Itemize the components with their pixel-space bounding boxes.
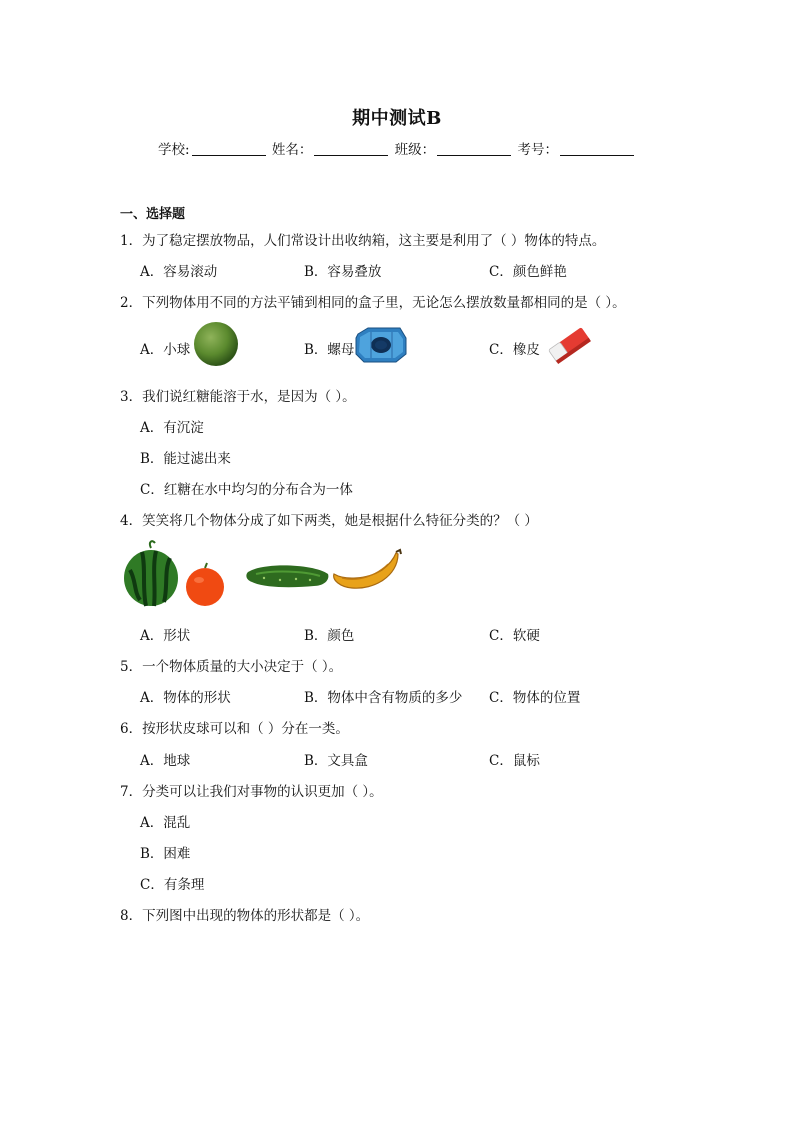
q3-option-a[interactable]: A．有沉淀	[140, 420, 204, 436]
q5-option-b[interactable]: B．物体中含有物质的多少	[304, 690, 463, 706]
name-blank[interactable]	[314, 141, 388, 156]
question-3: 3．我们说红糖能溶于水，是因为（ ）。	[120, 389, 356, 405]
number-blank[interactable]	[560, 141, 634, 156]
q3-option-c[interactable]: C．红糖在水中均匀的分布合为一体	[140, 482, 353, 498]
q1-option-a[interactable]: A．容易滚动	[140, 264, 218, 280]
class-label: 班级：	[394, 142, 436, 158]
q7-option-a[interactable]: A．混乱	[140, 815, 191, 831]
banana-icon	[330, 548, 404, 594]
q5-option-a[interactable]: A．物体的形状	[140, 690, 231, 706]
q7-option-c[interactable]: C．有条理	[140, 877, 205, 893]
question-6: 6．按形状皮球可以和（ ）分在一类。	[120, 721, 349, 737]
number-label: 考号：	[517, 142, 558, 158]
section-heading: 一、选择题	[120, 207, 186, 222]
q5-option-c[interactable]: C．物体的位置	[489, 690, 581, 706]
q4-option-b[interactable]: B．颜色	[304, 628, 355, 644]
q6-option-a[interactable]: A．地球	[140, 753, 191, 769]
q2-option-a[interactable]: A．小球	[140, 342, 191, 358]
name-label: 姓名：	[271, 142, 313, 158]
q6-option-c[interactable]: C．鼠标	[489, 753, 540, 769]
question-1: 1．为了稳定摆放物品，人们常设计出收纳箱，这主要是利用了（ ）物体的特点。	[120, 233, 606, 249]
question-7: 7．分类可以让我们对事物的认识更加（ ）。	[120, 784, 383, 800]
q7-option-b[interactable]: B．困难	[140, 846, 191, 862]
question-4: 4．笑笑将几个物体分成了如下两类，她是根据什么特征分类的？（ ）	[120, 513, 538, 529]
q4-option-a[interactable]: A．形状	[140, 628, 191, 644]
q6-option-b[interactable]: B．文具盒	[304, 753, 368, 769]
question-2: 2．下列物体用不同的方法平铺到相同的盒子里，无论怎么摆放数量都相同的是（ ）。	[120, 295, 626, 311]
school-blank[interactable]	[192, 141, 266, 156]
cucumber-icon	[244, 558, 332, 594]
question-8: 8．下列图中出现的物体的形状都是（ ）。	[120, 908, 370, 924]
green-ball-icon	[192, 320, 240, 368]
school-label: 学校:	[158, 142, 190, 158]
student-info-line	[0, 138, 794, 158]
q2-option-b[interactable]: B．螺母	[304, 342, 355, 358]
q3-option-b[interactable]: B．能过滤出来	[140, 451, 231, 467]
question-5: 5．一个物体质量的大小决定于（ ）。	[120, 659, 343, 675]
q1-option-b[interactable]: B．容易叠放	[304, 264, 382, 280]
eraser-icon	[544, 320, 596, 372]
q2-option-c[interactable]: C．橡皮	[489, 342, 540, 358]
page-title: 期中测试B	[352, 108, 442, 129]
orange-icon	[184, 562, 226, 608]
q4-option-c[interactable]: C．软硬	[489, 628, 540, 644]
q1-option-c[interactable]: C．颜色鲜艳	[489, 264, 567, 280]
hex-nut-icon	[354, 326, 408, 364]
watermelon-icon	[122, 540, 180, 608]
class-blank[interactable]	[437, 141, 511, 156]
